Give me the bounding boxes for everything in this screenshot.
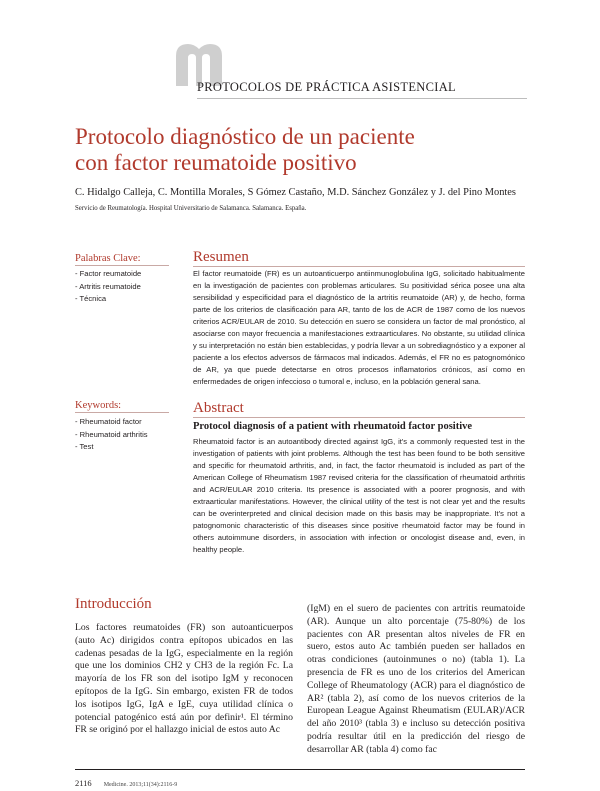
keywords-es-title: Palabras Clave: [75,253,141,264]
introduccion-col-1: Los factores reumatoides (FR) son autoanticuerpos (auto Ac) dirigidos contra epítopos ubicados en las cadenas pesadas de la IgG, especialmente en la región que une los dominios CH2 y CH3 de la región Fc. La mayoría de los FR son del isotipo IgM y reconocen epítopos de la IgG. Sin embargo, existen FR de todos los isotipos IgG, IgA e IgE, cuya utilidad clínica o potencial patogénico está aún por definir¹. El término FR se originó por el hallazgo inicial de estos auto Ac [75,622,293,736]
affiliation: Servicio de Reumatología. Hospital Universitario de Salamanca. Salamanca. España. [75,205,307,212]
keyword-item: - Rheumatoid factor [75,417,142,426]
keyword-item: - Técnica [75,294,107,303]
keywords-es-list [75,268,141,306]
abstract-subtitle: Protocol diagnosis of a patient with rheumatoid factor positive [193,421,473,432]
header-divider [197,98,527,99]
abstract-heading: Abstract [193,400,244,416]
page-number: 2116 [75,778,92,788]
journal-citation: Medicine. 2013;11(34):2116-9 [103,782,178,788]
abstract-divider [193,417,525,418]
article-title [75,124,535,176]
keyword-item: - Artritis reumatoide [75,281,141,291]
introduccion-heading: Introducción [75,596,152,612]
section-label: PROTOCOLOS DE PRÁCTICA ASISTENCIAL [197,80,456,94]
resumen-heading: Resumen [193,249,249,265]
article-title-line-1: Protocolo diagnóstico de un paciente [75,124,415,149]
resumen-text: El factor reumatoide (FR) es un autoanticuerpo antiinmunoglobulina IgG, solicitado habitualmente en la investigación de pacientes con problemas articulares. Su positividad sérica posee una alta sensibilidad y especificidad para el diagnóstico de la artritis reumatoide (AR) y, de hecho, forma parte de los criterios de clasificación para AR, tanto de los de ACR de 1987 como de los nuevos criterios ACR/EULAR de 2010. Su detección en suero se considera un factor de mal pronóstico, al asociarse con mayor frecuencia a manifestaciones extraarticulares. No obstante, su utilidad clínica y su interpretación no están bien establecidas, y podría llevar a un sobrediagnóstico y a exponer al paciente a los efectos adversos de fármacos mal indicados. Además, el FR no es patognomónico de AR, ya que puede detectarse en otros procesos inflamatorios crónicos, así como en enfermedades de origen infeccioso o tumoral e, incluso, en la población general sana. [193,269,525,386]
abstract-text: Rheumatoid factor is an autoantibody directed against IgG, it's a commonly requested test in the investigation of patients with joint problems. Although the test has been found to be both sensitive and specific for rheumatoid arthritis, and, in fact, the factor rheumatoid is included as part of the American College of Rheumatism 1987 revised criteria for the classification of rheumatoid arthritis and ACR/EULAR 2010 criteria. Its presence is associated with a poorer prognosis, and with extraarticular manifestations. However, the clinical utility of the test is not clear yet and the results can be overinterpreted and clinical decision made on this basis may be inappropriate. It's not a patognomonic characteristic of this diseases since positive rheumatoid factor may be found in others autoimmune disorders, in association with infection or oncologist disease and, even, in healthy people. [193,437,525,554]
keywords-en-divider [75,412,169,413]
authors: C. Hidalgo Calleja, C. Montilla Morales, S Gómez Castaño, M.D. Sánchez González y J. del Pino Montes [75,187,516,198]
keyword-item: - Factor reumatoide [75,269,142,278]
keywords-en-title: Keywords: [75,400,122,411]
resumen-divider [193,266,525,267]
keyword-item: - Rheumatoid arthritis [75,429,148,439]
introduccion-col-2: (IgM) en el suero de pacientes con artritis reumatoide (AR). Aunque un alto porcentaje (75-80%) de los pacientes con AR presentan altos niveles de FR en suero, estos auto Ac también pueden ser hallados en otras condiciones (autoinmunes o no) (tabla 1). La presencia de FR es uno de los criterios del American College of Rheumatology (ACR) para el diagnóstico de AR² (tabla 2), así como de los nuevos criterios de la European League Against Rheumatism (EULAR)/ACR del año 2010³ (tabla 3) e incluso su detección positiva podría resultar útil en la predicción del riesgo de desarrollar AR (tabla 4) como fac [307,603,525,755]
footer-divider [75,769,525,770]
keywords-en-list [75,416,148,454]
keywords-es-divider [75,265,169,266]
keyword-item: - Test [75,442,94,451]
page-footer [75,773,177,791]
article-title-line-2: con factor reumatoide positivo [75,150,357,175]
